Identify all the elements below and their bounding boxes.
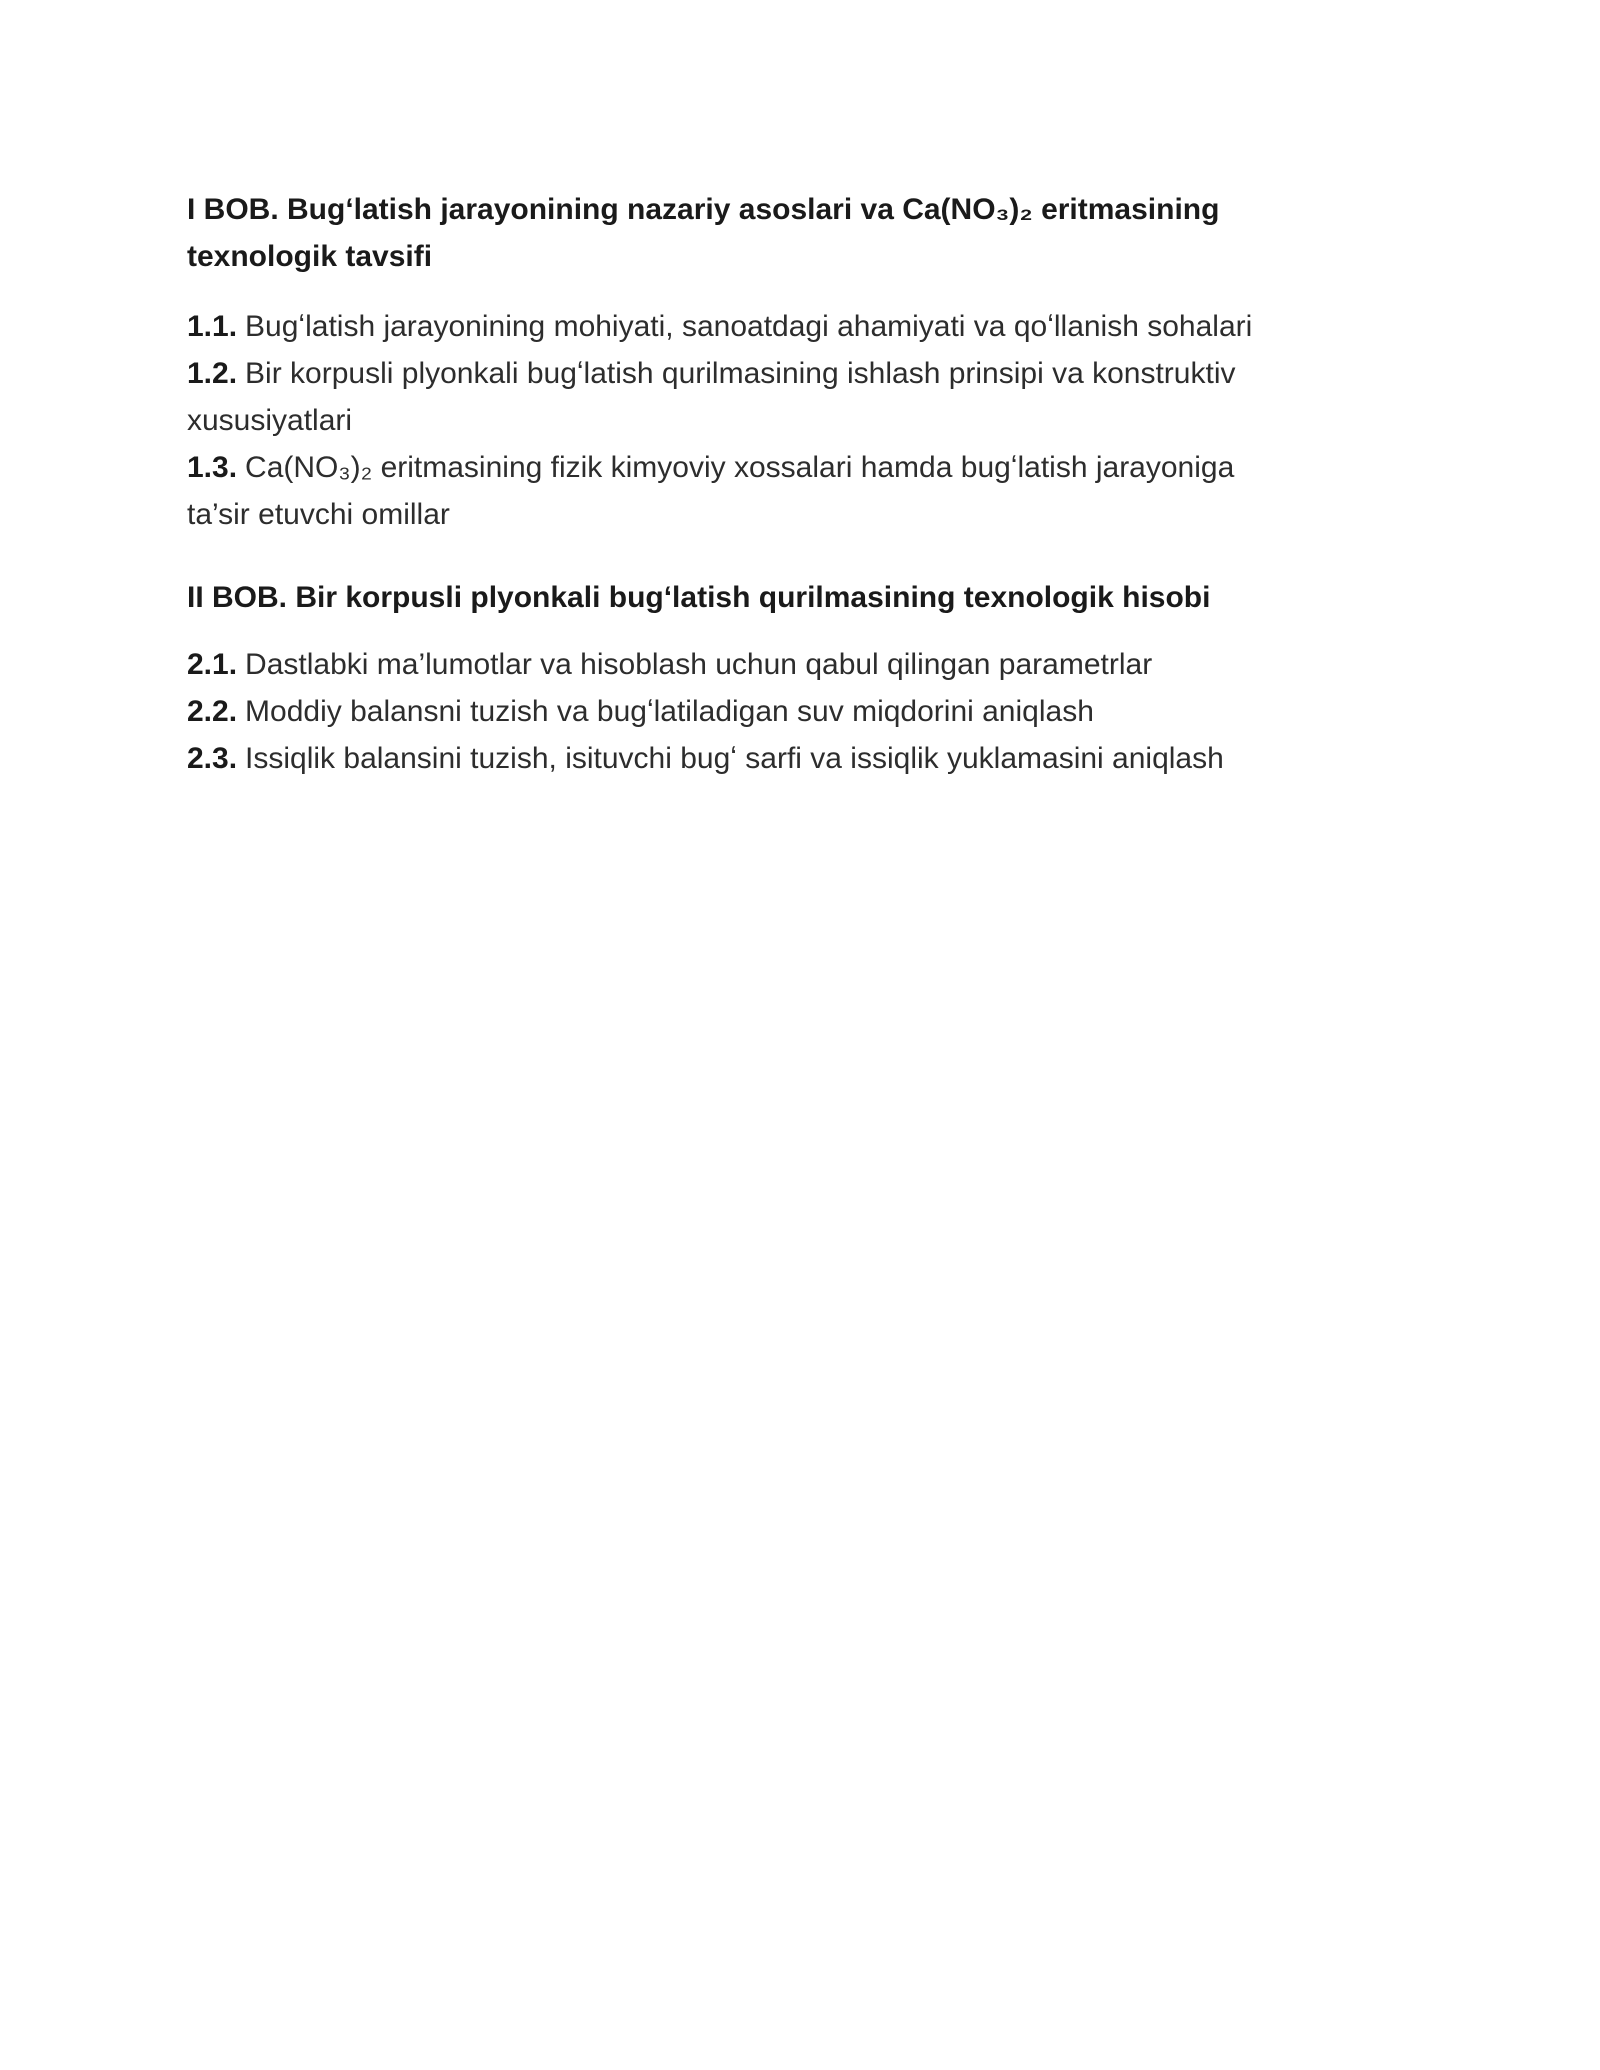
- toc-item-line: [187, 350, 1450, 397]
- toc-item-2-2: [187, 688, 1450, 735]
- item-number: 1.2.: [187, 357, 238, 390]
- toc-item-line: [187, 688, 1450, 735]
- toc-item-line: [187, 735, 1450, 782]
- chapter1-heading-line1: I BOB. Bugʻlatish jarayonining nazariy asoslari va Ca(NO₃)₂ eritmasining: [187, 193, 1220, 226]
- item-number: 2.3.: [187, 742, 238, 775]
- item-number: 2.2.: [187, 695, 238, 728]
- item-text: Bir korpusli plyonkali bugʻlatish qurilmasining ishlash prinsipi va konstruktiv: [245, 357, 1236, 390]
- item-text: Dastlabki ma’lumotlar va hisoblash uchun qabul qilingan parametrlar: [245, 648, 1153, 681]
- chapter2-heading-line1: II BOB. Bir korpusli plyonkali bugʻlatish qurilmasining texnologik hisobi: [187, 581, 1211, 614]
- item-text: Moddiy balansni tuzish va bugʻlatiladigan suv miqdorini aniqlash: [245, 695, 1094, 728]
- chapter1-heading: [187, 186, 1450, 280]
- item-number: 1.3.: [187, 451, 238, 484]
- chapter1-items: [187, 303, 1450, 538]
- chapter1-heading-line2: texnologik tavsifi: [187, 240, 433, 273]
- item-text-continuation: ta’sir etuvchi omillar: [187, 498, 450, 531]
- chapter2-heading: [187, 574, 1450, 621]
- toc-item-1-3: [187, 444, 1450, 538]
- item-number: 1.1.: [187, 310, 238, 343]
- toc-item-2-3: [187, 735, 1450, 782]
- chapter2-items: [187, 641, 1450, 782]
- toc-item-1-2: [187, 350, 1450, 444]
- toc-item-line: [187, 444, 1450, 491]
- toc-item-line: [187, 303, 1450, 350]
- item-text: Issiqlik balansini tuzish, isituvchi bugʻ sarfi va issiqlik yuklamasini aniqlash: [245, 742, 1224, 775]
- item-text: Ca(NO₃)₂ eritmasining fizik kimyoviy xossalari hamda bugʻlatish jarayoniga: [245, 451, 1235, 484]
- item-text: Bugʻlatish jarayonining mohiyati, sanoatdagi ahamiyati va qoʻllanish sohalari: [245, 310, 1253, 343]
- toc-item-line: [187, 641, 1450, 688]
- item-text-continuation: xususiyatlari: [187, 404, 353, 437]
- table-of-contents: [0, 0, 1600, 782]
- toc-item-1-1: [187, 303, 1450, 350]
- item-number: 2.1.: [187, 648, 238, 681]
- toc-item-2-1: [187, 641, 1450, 688]
